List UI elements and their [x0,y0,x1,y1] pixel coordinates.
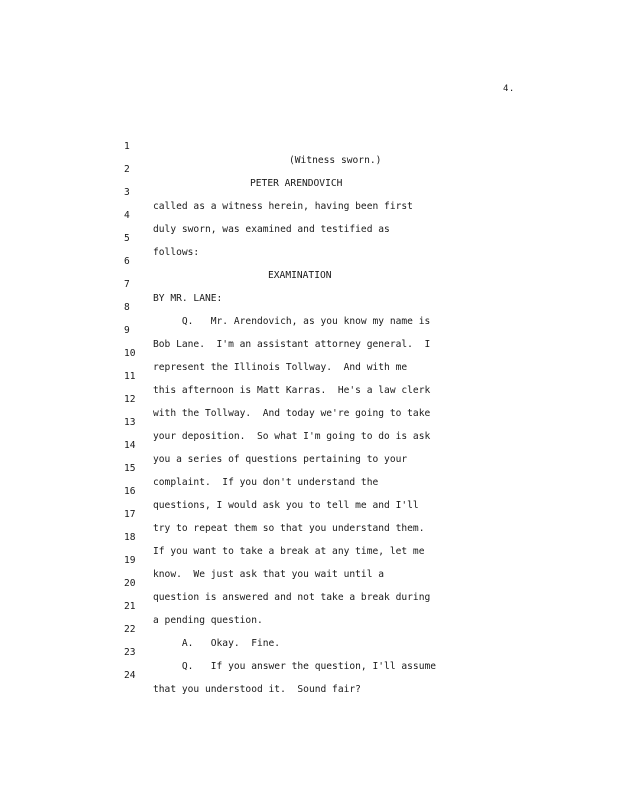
transcript-line [0,609,619,649]
transcript-line [0,471,619,511]
line-number: 7 [124,279,130,290]
transcript-line [0,264,619,304]
line-number: 6 [124,256,130,267]
line-number: 20 [124,578,136,589]
line-text: know. We just ask that you wait until a [153,569,385,580]
line-number: 4 [124,210,130,221]
transcript-line [0,287,619,327]
line-number: 14 [124,440,136,451]
line-text: with the Tollway. And today we're going to take [153,408,431,419]
line-number: 22 [124,624,136,635]
line-text: you a series of questions pertaining to your [153,454,408,465]
line-text: duly sworn, was examined and testified as [153,224,390,235]
line-text: try to repeat them so that you understand them. [153,523,425,534]
transcript-line [0,425,619,465]
transcript-line [0,333,619,373]
line-number: 12 [124,394,136,405]
transcript-line [0,655,619,695]
line-number: 3 [124,187,130,198]
transcript-line [0,632,619,672]
line-text: A. Okay. Fine. [153,638,281,649]
line-number: 10 [124,348,136,359]
transcript-line [0,172,619,212]
line-number: 18 [124,532,136,543]
transcript-line [0,517,619,557]
line-number: 24 [124,670,136,681]
line-text: represent the Illinois Tollway. And with me [153,362,408,373]
page-number: 4. [503,84,515,94]
line-number: 1 [124,141,130,152]
transcript-line [0,195,619,235]
line-number: 2 [124,164,130,175]
line-text: Bob Lane. I'm an assistant attorney general. I [153,339,431,350]
transcript-line [0,126,619,166]
line-text: PETER ARENDOVICH [250,178,343,189]
line-number: 17 [124,509,136,520]
line-text: BY MR. LANE: [153,293,223,304]
line-text: follows: [153,247,200,258]
transcript-line [0,540,619,580]
transcript-line [0,356,619,396]
line-text: (Witness sworn.) [289,155,382,166]
transcript-line [0,241,619,281]
line-number: 16 [124,486,136,497]
line-number: 23 [124,647,136,658]
transcript-line [0,218,619,258]
transcript-body [0,126,619,695]
line-number: 15 [124,463,136,474]
transcript-line [0,494,619,534]
line-text: called as a witness herein, having been first [153,201,413,212]
section-heading: EXAMINATION [268,270,332,281]
line-number: 11 [124,371,136,382]
line-text: your deposition. So what I'm going to do is ask [153,431,431,442]
transcript-line [0,402,619,442]
line-text: Q. If you answer the question, I'll assume [153,661,437,672]
line-text: If you want to take a break at any time, let me [153,546,425,557]
line-text: that you understood it. Sound fair? [153,684,361,695]
line-text: this afternoon is Matt Karras. He's a law clerk [153,385,431,396]
line-number: 21 [124,601,136,612]
transcript-line [0,149,619,189]
line-number: 13 [124,417,136,428]
line-text: question is answered and not take a break during [153,592,431,603]
line-number: 9 [124,325,130,336]
transcript-line [0,310,619,350]
transcript-line [0,563,619,603]
line-number: 19 [124,555,136,566]
line-text: complaint. If you don't understand the [153,477,379,488]
line-text: a pending question. [153,615,263,626]
line-number: 5 [124,233,130,244]
transcript-line [0,448,619,488]
transcript-line [0,586,619,626]
transcript-line [0,379,619,419]
line-text: Q. Mr. Arendovich, as you know my name is [153,316,431,327]
line-text: questions, I would ask you to tell me and I'll [153,500,419,511]
line-number: 8 [124,302,130,313]
